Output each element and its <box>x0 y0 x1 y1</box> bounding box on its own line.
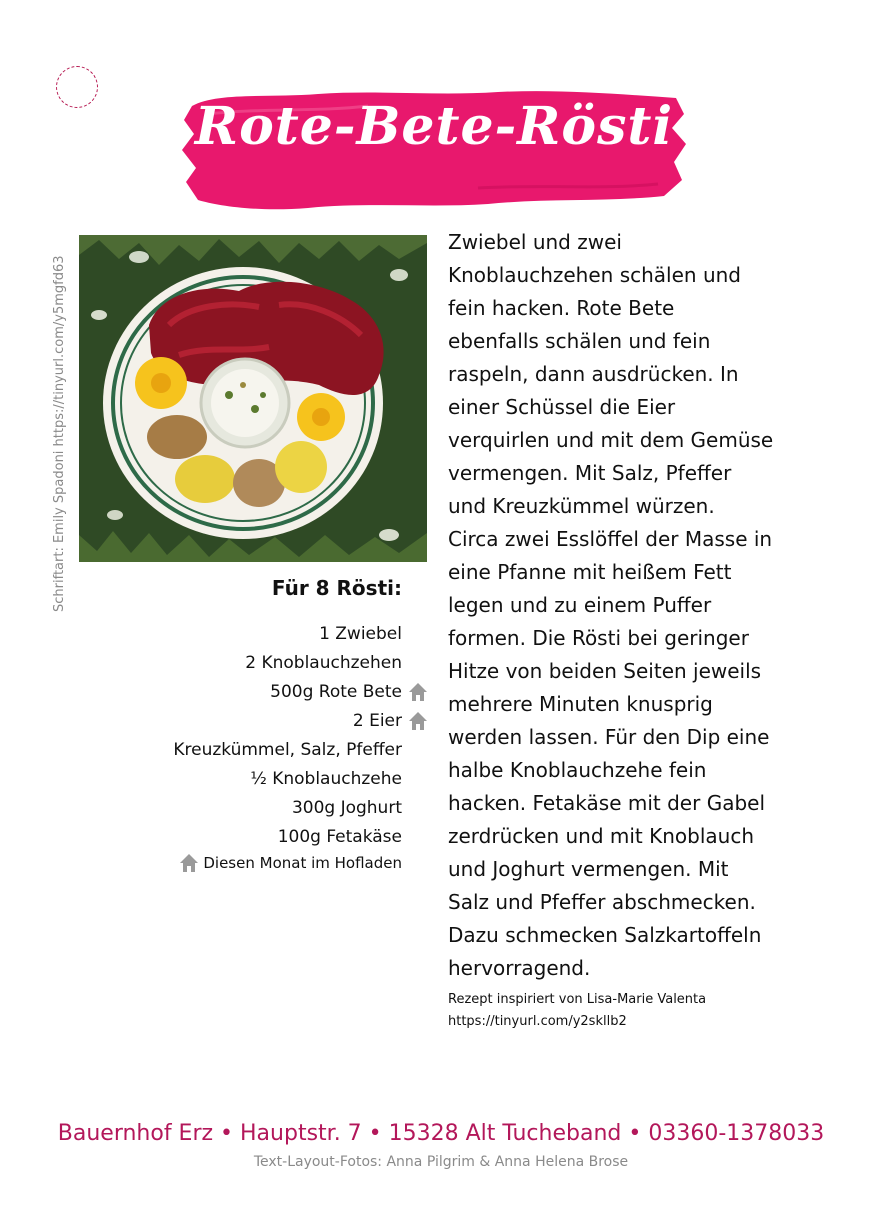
instruction-line: mehrere Minuten knusprig <box>448 692 713 716</box>
instruction-line: Hitze von beiden Seiten jeweils <box>448 659 762 683</box>
instruction-line: einer Schüssel die Eier <box>448 395 676 419</box>
recipe-credit-author: Rezept inspiriert von Lisa-Marie Valenta <box>448 992 707 1007</box>
legend-text: Diesen Monat im Hofladen <box>203 854 402 872</box>
recipe-credit-link: https://tinyurl.com/y2skllb2 <box>448 1014 627 1029</box>
instruction-line: verquirlen und mit dem Gemüse <box>448 428 774 452</box>
ingredient-text: 100g Fetakäse <box>277 826 402 847</box>
ingredient-text: Kreuzkümmel, Salz, Pfeffer <box>173 739 402 760</box>
ingredient-text: 300g Joghurt <box>291 797 402 818</box>
ingredients-heading: Für 8 Rösti: <box>271 576 402 600</box>
ingredients-list <box>110 619 430 851</box>
house-icon <box>408 682 428 702</box>
recipe-photo <box>79 235 427 562</box>
instruction-line: werden lassen. Für den Dip eine <box>448 725 770 749</box>
ingredient-item <box>110 706 430 735</box>
farm-shop-legend <box>110 853 402 873</box>
instruction-line: und Joghurt vermengen. Mit <box>448 857 729 881</box>
punch-hole-marker <box>56 66 98 108</box>
instruction-line: Dazu schmecken Salzkartoffeln <box>448 923 762 947</box>
ingredient-item <box>110 648 430 677</box>
instruction-line: und Kreuzkümmel würzen. <box>448 494 715 518</box>
photo-credit: Text-Layout-Fotos: Anna Pilgrim & Anna Helena Brose <box>253 1154 629 1170</box>
instruction-line: vermengen. Mit Salz, Pfeffer <box>448 461 732 485</box>
font-credit: Schriftart: Emily Spadoni https://tinyurl.com/y5mgfd63 <box>52 255 67 612</box>
ingredient-text: 2 Knoblauchzehen <box>245 652 402 673</box>
ingredient-item <box>110 735 430 764</box>
instruction-line: halbe Knoblauchzehe fein <box>448 758 707 782</box>
instruction-line: formen. Die Rösti bei geringer <box>448 626 749 650</box>
instruction-line: ebenfalls schälen und fein <box>448 329 711 353</box>
instruction-line: Circa zwei Esslöffel der Masse in <box>448 527 773 551</box>
ingredient-item <box>110 822 430 851</box>
instruction-line: Knoblauchzehen schälen und <box>448 263 741 287</box>
instruction-line: eine Pfanne mit heißem Fett <box>448 560 732 584</box>
instruction-line: fein hacken. Rote Bete <box>448 296 675 320</box>
farm-address: Bauernhof Erz • Hauptstr. 7 • 15328 Alt Tucheband • 03360-1378033 <box>57 1121 825 1146</box>
instruction-line: Salz und Pfeffer abschmecken. <box>448 890 756 914</box>
instruction-line: Zwiebel und zwei <box>448 230 622 254</box>
recipe-instructions <box>448 226 788 985</box>
house-icon <box>408 711 428 731</box>
recipe-title: Rote-Bete-Rösti <box>194 96 674 157</box>
ingredient-text: 1 Zwiebel <box>319 623 402 644</box>
ingredient-text: 2 Eier <box>352 710 402 731</box>
ingredient-item <box>110 793 430 822</box>
ingredient-item <box>110 619 430 648</box>
instruction-line: zerdrücken und mit Knoblauch <box>448 824 754 848</box>
ingredient-item <box>110 677 430 706</box>
instruction-line: legen und zu einem Puffer <box>448 593 712 617</box>
ingredient-text: 500g Rote Bete <box>270 681 402 702</box>
house-icon <box>178 853 200 873</box>
instruction-line: hacken. Fetakäse mit der Gabel <box>448 791 766 815</box>
ingredient-item <box>110 764 430 793</box>
instruction-line: hervorragend. <box>448 956 591 980</box>
recipe-credit <box>448 989 788 1033</box>
instruction-line: raspeln, dann ausdrücken. In <box>448 362 739 386</box>
ingredient-text: ½ Knoblauchzehe <box>250 768 402 789</box>
